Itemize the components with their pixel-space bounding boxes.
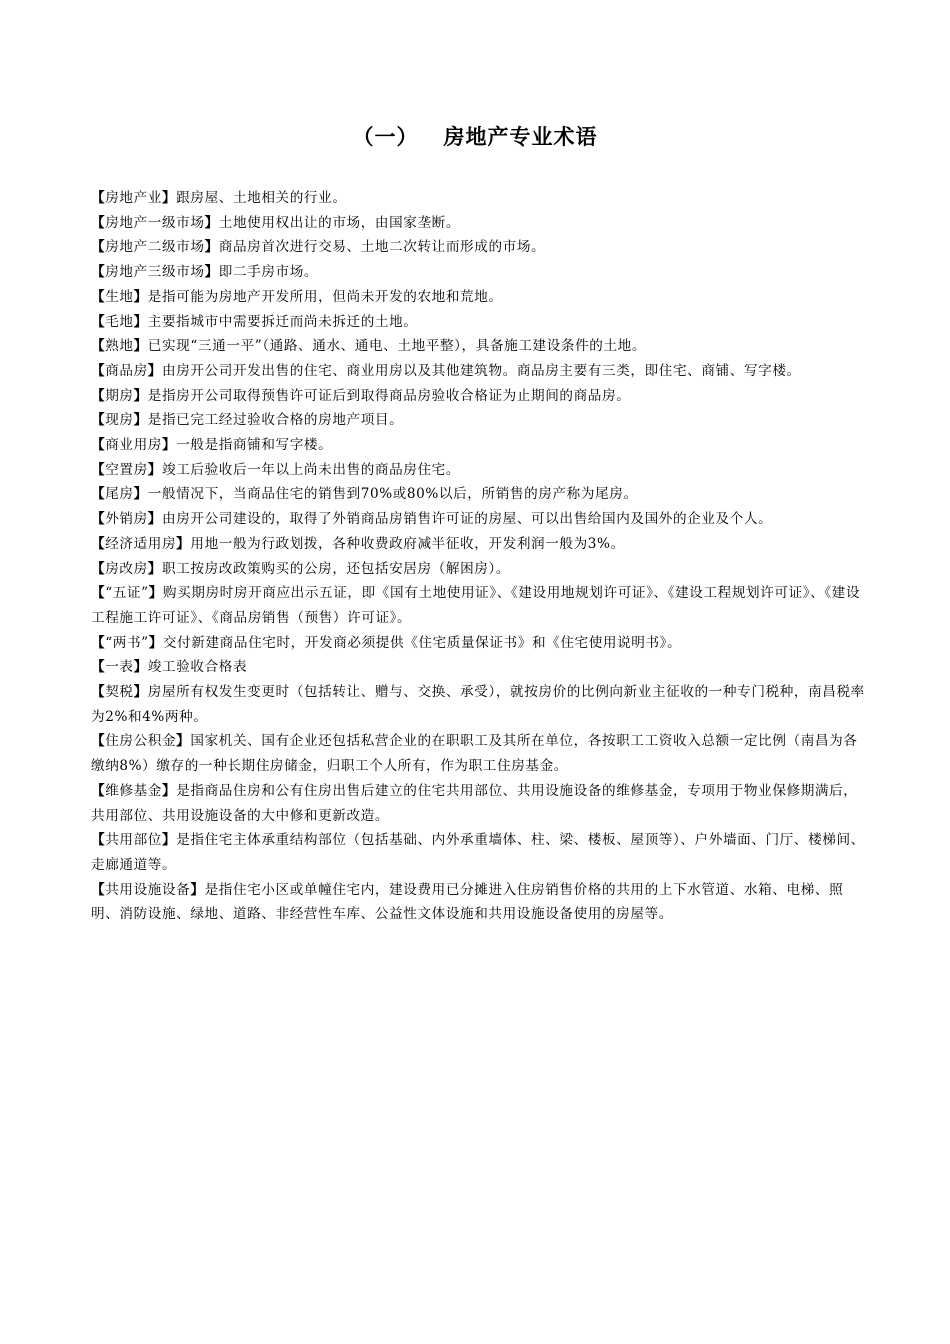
term-label: 房地产业 <box>105 190 162 206</box>
term-label: 契税 <box>105 684 134 701</box>
term-open-bracket: 【 <box>91 412 106 429</box>
term-definition: 主要指城市中需要拆迁而尚未拆迁的土地。 <box>147 313 418 330</box>
term-open-bracket: 【 <box>91 733 106 750</box>
term-open-bracket: 【 <box>91 437 106 454</box>
term-close-bracket: 】 <box>133 338 148 355</box>
term-entry <box>91 359 867 384</box>
term-open-bracket: 【 <box>91 659 106 676</box>
term-definition: 职工按房改政策购买的公房，还包括安居房（解困房）。 <box>162 560 511 577</box>
term-entry <box>91 285 867 310</box>
term-open-bracket: 【 <box>91 214 106 231</box>
term-open-bracket: 【 <box>91 461 106 478</box>
term-definition: 商品房首次进行交易、土地二次转让而形成的市场。 <box>218 239 546 256</box>
term-close-bracket: 】 <box>148 634 163 651</box>
term-label: 住房公积金 <box>105 733 177 750</box>
term-entry <box>91 235 867 260</box>
term-definition: 土地使用权出让的市场，由国家垄断。 <box>218 214 461 231</box>
term-definition: 交付新建商品住宅时，开发商必须提供《住宅质量保证书》和《住宅使用说明书》。 <box>162 634 682 651</box>
term-open-bracket: 【 <box>91 782 106 799</box>
term-close-bracket: 】 <box>147 511 162 528</box>
term-definition: 用地一般为行政划拨，各种收费政府减半征收，开发利润一般为3%。 <box>190 535 625 552</box>
term-open-bracket: 【 <box>91 511 106 528</box>
term-list <box>91 186 867 927</box>
term-label: 毛地 <box>105 313 134 330</box>
term-open-bracket: 【 <box>91 313 106 330</box>
term-open-bracket: 【 <box>91 881 106 898</box>
term-close-bracket: 】 <box>161 782 177 799</box>
term-definition: 国家机关、国有企业还包括私营企业的在职职工及其所在单位，各按职工工资收入总额一定比例（南昌为各缴纳8%）缴存的一种长期住房储金，归职工个人所有，作为职工住房基金。 <box>91 733 858 775</box>
term-open-bracket: 【 <box>91 288 106 305</box>
term-close-bracket: 】 <box>133 486 148 503</box>
term-label: 熟地 <box>105 338 134 355</box>
term-label: 商业用房 <box>105 437 162 454</box>
term-entry <box>91 729 867 778</box>
term-definition: 是指商品住房和公有住房出售后建立的住宅共用部位、共用设施设备的维修基金，专项用于物业保修期满后，共用部位、共用设施设备的大中修和更新改造。 <box>91 782 858 824</box>
term-label: 经济适用房 <box>105 535 177 552</box>
term-entry <box>91 408 867 433</box>
term-close-bracket: 】 <box>147 362 162 379</box>
term-label: 尾房 <box>105 486 134 503</box>
term-close-bracket: 】 <box>133 684 148 701</box>
term-open-bracket: 【 <box>91 362 106 379</box>
term-entry <box>91 384 867 409</box>
term-entry <box>91 211 867 236</box>
term-open-bracket: 【 <box>91 585 106 602</box>
term-definition: 购买期房时房开商应出示五证，即《国有土地使用证》、《建设用地规划许可证》、《建设工程规划许可证》、《建设工程施工许可证》、《商品房销售（预售）许可证》。 <box>91 585 861 626</box>
term-entry <box>91 779 867 828</box>
term-close-bracket: 】 <box>161 437 177 454</box>
term-entry <box>91 507 867 532</box>
term-definition: 房屋所有权发生变更时（包括转让、赠与、交换、承受），就按房价的比例向新业主征收的一种专门税种，南昌税率为2%和4%两种。 <box>91 684 865 725</box>
term-label: 商品房 <box>105 362 148 379</box>
term-open-bracket: 【 <box>91 634 106 651</box>
term-entry <box>91 680 867 729</box>
term-entry <box>91 186 867 211</box>
term-open-bracket: 【 <box>91 535 106 552</box>
term-label: 共用部位 <box>105 832 162 849</box>
term-entry <box>91 532 867 557</box>
term-definition: 一般是指商铺和写字楼。 <box>176 437 333 454</box>
term-close-bracket: 】 <box>133 288 148 305</box>
term-label: 生地 <box>105 288 134 305</box>
term-close-bracket: 】 <box>204 239 219 256</box>
term-close-bracket: 】 <box>147 560 162 577</box>
term-open-bracket: 【 <box>91 239 106 256</box>
term-label: 房地产三级市场 <box>105 264 205 281</box>
term-entry <box>91 631 867 656</box>
term-definition: 竣工验收合格表 <box>147 659 248 676</box>
term-entry <box>91 458 867 483</box>
term-open-bracket: 【 <box>91 486 106 503</box>
term-entry <box>91 655 867 680</box>
term-definition: 由房开公司开发出售的住宅、商业用房以及其他建筑物。商品房主要有三类，即住宅、商铺、写字楼。 <box>162 362 801 379</box>
term-definition: 是指房开公司取得预售许可证后到取得商品房验收合格证为止期间的商品房。 <box>147 387 631 404</box>
term-open-bracket: 【 <box>91 832 106 849</box>
term-definition: 是指住宅小区或单幢住宅内，建设费用已分摊进入住房销售价格的共用的上下水管道、水箱、电梯、照明、消防设施、绿地、道路、非经营性车库、公益性文体设施和共用设施设备使用的房屋等。 <box>91 881 844 923</box>
term-label: “两书” <box>105 634 149 651</box>
term-entry <box>91 557 867 582</box>
term-definition: 是指可能为房地产开发所用，但尚未开发的农地和荒地。 <box>147 288 503 305</box>
term-close-bracket: 】 <box>190 881 205 898</box>
term-entry <box>91 581 867 630</box>
term-open-bracket: 【 <box>91 684 106 701</box>
term-label: “五证” <box>105 585 149 602</box>
term-close-bracket: 】 <box>133 313 148 330</box>
term-definition: 即二手房市场。 <box>218 264 319 281</box>
term-label: 房地产一级市场 <box>105 214 205 231</box>
term-definition: 已实现“三通一平”（通路、通水、通电、土地平整），具备施工建设条件的土地。 <box>147 338 647 355</box>
term-definition: 竣工后验收后一年以上尚未出售的商品房住宅。 <box>162 461 461 478</box>
term-entry <box>91 482 867 507</box>
term-open-bracket: 【 <box>91 338 106 355</box>
page-title: （一） 房地产专业术语 <box>352 125 598 149</box>
term-definition: 一般情况下，当商品住宅的销售到70%或80%以后，所销售的房产称为尾房。 <box>147 486 638 503</box>
term-entry <box>91 260 867 285</box>
term-open-bracket: 【 <box>91 560 106 577</box>
term-definition: 是指已完工经过验收合格的房地产项目。 <box>147 412 404 429</box>
term-label: 现房 <box>105 412 134 429</box>
term-label: 共用设施设备 <box>105 881 191 898</box>
term-label: 维修基金 <box>105 782 162 799</box>
term-entry <box>91 334 867 359</box>
term-close-bracket: 】 <box>133 659 148 676</box>
term-close-bracket: 】 <box>161 190 177 206</box>
term-entry <box>91 828 867 877</box>
term-label: 外销房 <box>105 511 148 528</box>
term-close-bracket: 】 <box>148 585 163 602</box>
term-open-bracket: 【 <box>91 387 106 404</box>
term-close-bracket: 】 <box>176 733 191 750</box>
term-definition: 跟房屋、土地相关的行业。 <box>176 190 347 206</box>
term-close-bracket: 】 <box>133 387 148 404</box>
term-open-bracket: 【 <box>91 190 106 206</box>
term-close-bracket: 】 <box>204 214 219 231</box>
term-close-bracket: 】 <box>147 461 162 478</box>
term-definition: 是指住宅主体承重结构部位（包括基础、内外承重墙体、柱、梁、楼板、屋顶等）、户外墙面、门厅、楼梯间、走廊通道等。 <box>91 832 865 873</box>
term-entry <box>91 878 867 927</box>
term-label: 房地产二级市场 <box>105 239 205 256</box>
term-close-bracket: 】 <box>204 264 219 281</box>
term-label: 空置房 <box>105 461 148 478</box>
term-entry <box>91 433 867 458</box>
term-label: 一表 <box>105 659 134 676</box>
term-label: 房改房 <box>105 560 148 577</box>
term-label: 期房 <box>105 387 134 404</box>
term-close-bracket: 】 <box>133 412 148 429</box>
term-entry <box>91 310 867 335</box>
term-close-bracket: 】 <box>161 832 177 849</box>
term-definition: 由房开公司建设的，取得了外销商品房销售许可证的房屋、可以出售给国内及国外的企业及个人。 <box>162 511 773 528</box>
term-close-bracket: 】 <box>176 535 191 552</box>
term-open-bracket: 【 <box>91 264 106 281</box>
